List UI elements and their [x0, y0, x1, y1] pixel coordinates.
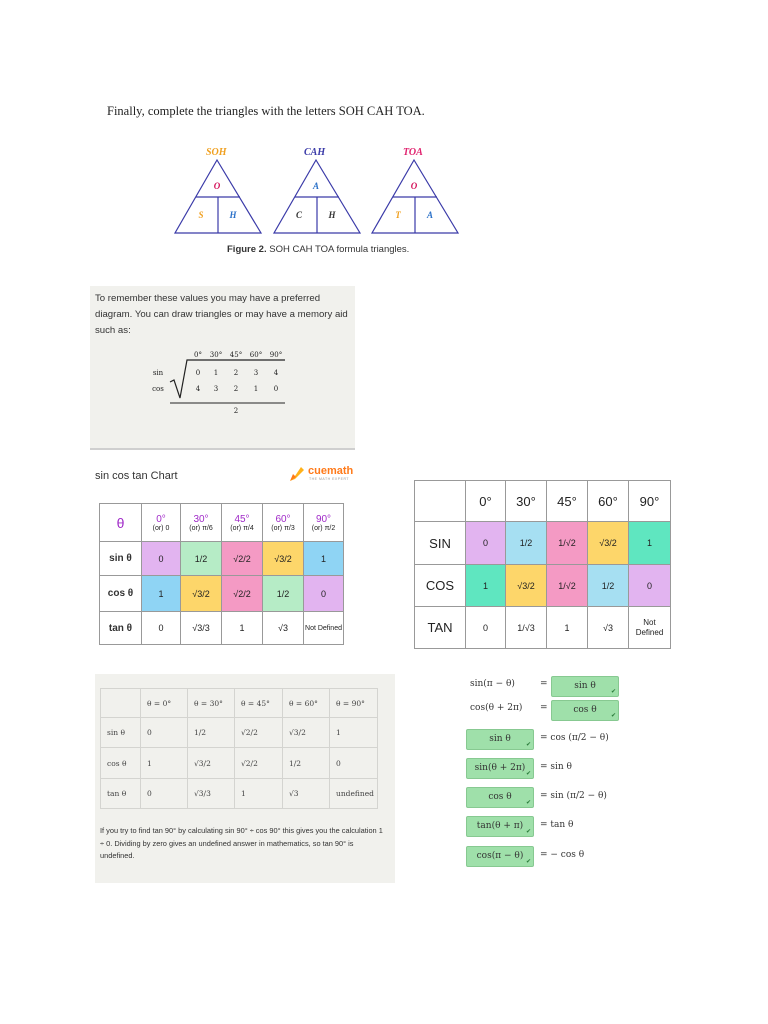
angle-header: θ = 45°	[235, 689, 283, 718]
aid-cos-value: 0	[273, 385, 279, 393]
answer-box-text: cos θ	[573, 705, 597, 715]
value-cell: 0	[141, 718, 188, 748]
angle-header: θ = 90°	[330, 689, 378, 718]
value-cell: 0	[330, 748, 378, 779]
header-deg: 0°	[156, 513, 166, 525]
angle-header: 45°	[547, 481, 588, 522]
aid-angle: 90°	[269, 351, 283, 359]
answer-box[interactable]	[466, 758, 534, 779]
cuemath-header-cell	[222, 504, 263, 542]
aid-cos-value: 4	[195, 385, 201, 393]
cuemath-logo-sub: THE MATH EXPERT	[309, 477, 350, 481]
value-cell: Not Defined	[629, 607, 671, 649]
figure-caption	[227, 244, 409, 255]
value-cell: 1/2	[181, 542, 222, 576]
soh-left-letter: S	[198, 210, 204, 220]
identity-right-text: = tan θ	[540, 820, 574, 830]
answer-box[interactable]	[551, 676, 619, 697]
answer-box-text: sin θ	[489, 734, 511, 744]
intro-text: Finally, complete the triangles with the letters SOH CAH TOA.	[107, 104, 425, 118]
value-cell: 1	[466, 565, 506, 607]
header-alt: (or) π/2	[311, 524, 336, 532]
value-cell: √3/2	[263, 542, 304, 576]
value-cell: 1	[547, 607, 588, 649]
angle-header: 60°	[588, 481, 629, 522]
memory-aid-text: To remember these values you may have a preferred diagram. You can draw triangles or may have a memory aid such as:	[95, 293, 348, 336]
identity-left-text: cos(θ + 2π)	[470, 703, 523, 713]
check-icon: ✔	[610, 688, 616, 695]
aid-sin-value: 4	[273, 369, 279, 377]
header-deg: 60°	[275, 513, 291, 525]
figure-caption-label: Figure 2.	[227, 244, 267, 255]
value-cell: 1/2	[588, 565, 629, 607]
corner-cell	[101, 689, 141, 718]
value-cell: √2/2	[222, 542, 263, 576]
corner-cell	[415, 481, 466, 522]
value-cell: 0	[466, 522, 506, 565]
header-deg: 90°	[315, 513, 332, 525]
aid-sin-value: 1	[213, 369, 219, 377]
angle-header: θ = 60°	[283, 689, 330, 718]
figure-caption-text: SOH CAH TOA formula triangles.	[266, 244, 410, 255]
row-label: tan θ	[101, 779, 141, 809]
angle-header: θ = 30°	[188, 689, 235, 718]
value-cell: 0	[141, 779, 188, 809]
header-deg: 30°	[193, 513, 209, 525]
identity-right-text: = − cos θ	[540, 850, 585, 860]
cah-left-letter: C	[295, 210, 302, 220]
check-icon: ✔	[525, 799, 531, 806]
value-cell: √3	[263, 612, 304, 645]
aid-angle: 0°	[194, 351, 202, 359]
value-cell: 1	[142, 576, 181, 612]
triangle-title-cah: CAH	[304, 147, 326, 158]
row-label: sin θ	[100, 542, 142, 576]
soh-top-letter: O	[213, 181, 221, 191]
triangle-title-toa: TOA	[403, 147, 423, 158]
soh-title-text: SOH	[206, 147, 227, 158]
value-cell: 1	[330, 718, 378, 748]
identity-left-text: sin(π − θ)	[470, 679, 515, 689]
header-deg: 45°	[234, 513, 250, 525]
angle-header: 0°	[466, 481, 506, 522]
header-alt: (or) π/3	[271, 524, 295, 532]
value-cell: 1/√2	[547, 522, 588, 565]
answer-box-text: sin θ	[574, 681, 596, 691]
rocket-icon	[287, 464, 307, 484]
value-cell: √3/3	[181, 612, 222, 645]
value-cell: 0	[142, 612, 181, 645]
aid-angle: 30°	[209, 351, 223, 359]
answer-box-text: tan(θ + π)	[476, 821, 524, 831]
cah-top-letter: A	[312, 181, 319, 191]
check-icon: ✔	[610, 712, 616, 719]
value-cell: 1	[141, 748, 188, 779]
value-cell: Not Defined	[304, 612, 344, 645]
cuemath-header-cell	[304, 504, 344, 542]
equals-sign: =	[540, 679, 548, 689]
value-cell: √2/2	[222, 576, 263, 612]
toa-left-letter: T	[395, 210, 401, 220]
answer-box-text: cos θ	[488, 792, 512, 802]
value-cell: √2/2	[235, 718, 283, 748]
identity-right-text: = sin (π/2 − θ)	[540, 791, 607, 801]
value-cell: √3/2	[588, 522, 629, 565]
aid-sin-value: 0	[195, 369, 201, 377]
value-cell: 0	[466, 607, 506, 649]
row-label: sin θ	[101, 718, 141, 748]
angle-header: 90°	[629, 481, 671, 522]
theta-header: θ	[100, 504, 142, 542]
cah-right-letter: H	[328, 210, 336, 220]
row-label: COS	[415, 565, 466, 607]
angle-header: 30°	[506, 481, 547, 522]
color-trig-table	[414, 480, 671, 649]
value-cell: √3/3	[188, 779, 235, 809]
toa-top-letter: O	[410, 181, 418, 191]
row-label: SIN	[415, 522, 466, 565]
cuemath-chart-title: sin cos tan Chart	[95, 470, 178, 482]
header-alt: (or) 0	[152, 524, 170, 532]
answer-box[interactable]	[466, 787, 534, 808]
value-cell: √3/2	[188, 748, 235, 779]
answer-box[interactable]	[466, 816, 534, 837]
aid-angle: 45°	[229, 351, 243, 359]
answer-box[interactable]	[466, 729, 534, 750]
soh-right-letter: H	[229, 210, 237, 220]
aid-cos-value: 2	[233, 385, 239, 393]
aid-angle: 60°	[249, 351, 263, 359]
equals-sign: =	[540, 703, 548, 713]
triangles-figure	[170, 143, 470, 238]
value-cell: 0	[304, 576, 344, 612]
value-cell: 1	[629, 522, 671, 565]
value-cell: 1/2	[263, 576, 304, 612]
identity-right-text: = cos (π/2 − θ)	[540, 733, 609, 743]
value-cell: 1/2	[283, 748, 330, 779]
angle-header: θ = 0°	[141, 689, 188, 718]
identity-right-text: = sin θ	[540, 762, 572, 772]
value-cell: undefined	[330, 779, 378, 809]
value-cell: 1	[235, 779, 283, 809]
value-cell: 1/2	[506, 522, 547, 565]
value-cell: 0	[142, 542, 181, 576]
value-cell: 1/√3	[506, 607, 547, 649]
answer-box[interactable]	[466, 846, 534, 867]
aid-cos-value: 1	[253, 385, 259, 393]
check-icon: ✔	[525, 741, 531, 748]
cuemath-header-cell	[142, 504, 181, 542]
aid-denominator: 2	[233, 407, 239, 415]
aid-cos-value: 3	[213, 385, 219, 393]
value-cell: 1	[304, 542, 344, 576]
value-cell: √3/2	[283, 718, 330, 748]
cuemath-header-cell	[263, 504, 304, 542]
row-label: TAN	[415, 607, 466, 649]
aid-sin-value: 3	[253, 369, 259, 377]
row-label: cos θ	[100, 576, 142, 612]
answer-box-text: cos(π − θ)	[476, 851, 524, 861]
cuemath-header-cell	[181, 504, 222, 542]
aid-cos-label: cos	[152, 385, 164, 393]
value-cell: √2/2	[235, 748, 283, 779]
answer-box[interactable]	[551, 700, 619, 721]
triangle-title-soh	[206, 147, 227, 158]
value-cell: 1/√2	[547, 565, 588, 607]
tan-undefined-note: If you try to find tan 90° by calculating sin 90° ÷ cos 90° this gives you the calculation 1 ÷ 0. Dividing by zero gives an undefined answer in mathematics, so tan 90° is undefined.	[100, 826, 383, 860]
check-icon: ✔	[525, 858, 531, 865]
memory-aid-diagram	[150, 350, 290, 420]
check-icon: ✔	[525, 828, 531, 835]
toa-right-letter: A	[426, 210, 433, 220]
cuemath-logo-text: cuemath	[308, 465, 354, 477]
header-alt: (or) π/4	[230, 524, 254, 532]
value-cell: 1/2	[188, 718, 235, 748]
row-label: cos θ	[101, 748, 141, 779]
value-cell: 1	[222, 612, 263, 645]
value-cell: √3/2	[181, 576, 222, 612]
header-alt: (or) π/6	[189, 524, 213, 532]
value-cell: √3/2	[506, 565, 547, 607]
answer-box-text: sin(θ + 2π)	[474, 763, 526, 773]
cuemath-logo	[287, 463, 357, 485]
value-cell: √3	[588, 607, 629, 649]
check-icon: ✔	[525, 770, 531, 777]
aid-sin-value: 2	[233, 369, 239, 377]
gray-trig-table	[100, 688, 378, 809]
value-cell: √3	[283, 779, 330, 809]
value-cell: 0	[629, 565, 671, 607]
aid-sin-label: sin	[152, 369, 164, 377]
cuemath-table	[99, 503, 344, 645]
row-label: tan θ	[100, 612, 142, 645]
